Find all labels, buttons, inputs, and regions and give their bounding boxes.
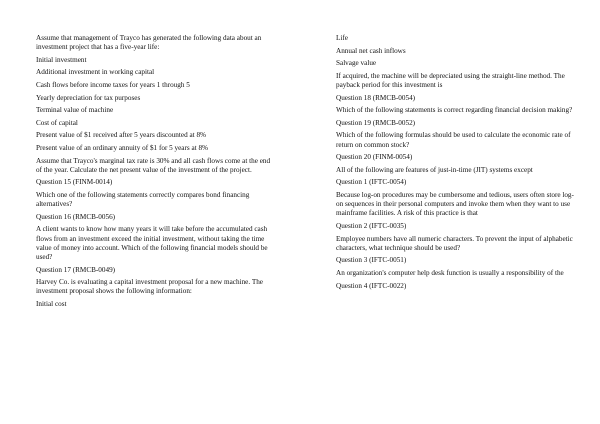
paragraph: Assume that management of Trayco has generated the following data about an investment project that has a five-year life: (36, 34, 262, 52)
paragraph: Which of the following formulas should be used to calculate the economic rate of return on common stock? (336, 131, 571, 149)
question-heading: Question 19 (RMCB-0052) (336, 118, 416, 127)
question-heading: Question 15 (FINM-0014) (36, 178, 113, 187)
paragraph: Initial cost (36, 299, 67, 308)
paragraph: Employee numbers have all numeric characters. To prevent the input of alphabetic characters, what technique should be used? (336, 234, 573, 252)
paragraph: Harvey Co. is evaluating a capital investment proposal for a new machine. The investment proposal shows the following information: (36, 278, 263, 296)
paragraph: Present value of $1 received after 5 years discounted at 8% (36, 131, 207, 140)
paragraph: Assume that Trayco's marginal tax rate is 30% and all cash flows come at the end of the year. Calculate the net present value of the investment of the project. (36, 156, 271, 174)
paragraph: Additional investment in working capital (36, 68, 155, 77)
paragraph: Yearly depreciation for tax purposes (36, 93, 141, 102)
paragraph: Terminal value of machine (36, 106, 114, 115)
paragraph: Annual net cash inflows (336, 46, 406, 55)
question-heading: Question 1 (IFTC-0054) (336, 178, 407, 187)
paragraph: Because log-on procedures may be cumbersome and tedious, users often store log-on sequences in their personal computers and invoke them when they want to use mainframe facilities. A risk of this practice is that (336, 190, 574, 218)
question-heading: Question 4 (IFTC-0022) (336, 281, 407, 290)
paragraph: Cash flows before income taxes for years 1 through 5 (36, 80, 190, 89)
right-column (336, 34, 576, 294)
paragraph: If acquired, the machine will be depreciated using the straight-line method. The payback period for this investment is (336, 71, 565, 89)
question-heading: Question 16 (RMCB-0056) (36, 212, 116, 221)
question-heading: Question 18 (RMCB-0054) (336, 93, 416, 102)
paragraph: Which one of the following statements correctly compares bond financing alternatives? (36, 190, 250, 209)
paragraph: Cost of capital (36, 118, 78, 127)
paragraph: Which of the following statements is correct regarding financial decision making? (336, 106, 573, 115)
paragraph: A client wants to know how many years it will take before the accumulated cash flows from an investment exceed the initial investment, without taking the time value of money into account. Which of the following financial models should be used? (36, 225, 268, 261)
paragraph: Present value of an ordinary annuity of $1 for 5 years at 8% (36, 143, 209, 152)
paragraph: Initial investment (36, 55, 87, 64)
paragraph: All of the following are features of just-in-time (JIT) systems except (336, 165, 533, 174)
question-heading: Question 20 (FINM-0054) (336, 153, 413, 162)
paragraph: Salvage value (336, 59, 377, 68)
left-column (36, 34, 276, 313)
question-heading: Question 3 (IFTC-0051) (336, 256, 407, 265)
paragraph: An organization's computer help desk function is usually a responsibility of the (336, 268, 564, 277)
question-heading: Question 17 (RMCB-0049) (36, 265, 116, 274)
paragraph: Life (336, 34, 348, 42)
question-heading: Question 2 (IFTC-0035) (336, 221, 407, 230)
